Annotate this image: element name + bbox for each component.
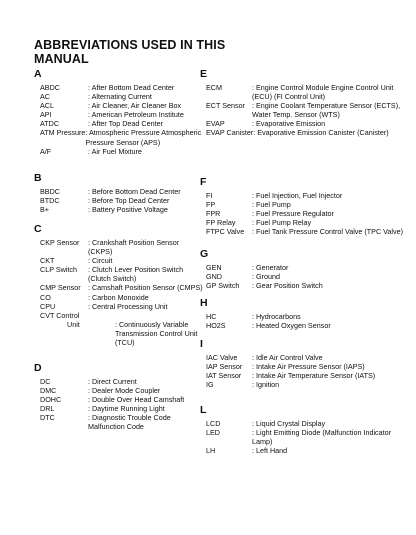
section-f (200, 176, 410, 236)
abbreviation-definition: : Engine Control Module Engine Control Unit (ECU) (FI Control Unit) (252, 83, 394, 102)
section-e (200, 68, 410, 138)
abbreviation-term: Unit (67, 319, 80, 329)
abbreviation-term: CPU (40, 301, 56, 311)
abbreviation-term: AC (40, 92, 50, 102)
section-letter: H (200, 297, 208, 309)
abbreviation-term: IG (206, 380, 214, 390)
abbreviation-definition (88, 311, 204, 320)
abbreviation-definition: : Battery Positive Voltage (88, 205, 168, 215)
abbreviation-definition: : Diagnostic Trouble Code Malfunction Code (88, 413, 171, 432)
abbreviation-definition: : Fuel Tank Pressure Control Valve (TPC Valve) (252, 227, 403, 237)
section-l (200, 404, 410, 455)
section-letter: B (34, 172, 42, 184)
abbreviation-term: DTC (40, 413, 55, 423)
abbreviation-definition: : Crankshaft Position Sensor (CKPS) (88, 238, 180, 257)
abbreviation-definition: : Liquid Crystal Display (252, 419, 326, 428)
abbreviation-term: GEN (206, 263, 222, 272)
abbreviation-term: API (40, 110, 52, 120)
abbreviation-entry (206, 353, 410, 362)
abbreviation-term: ECT Sensor (206, 101, 246, 111)
abbreviation-definition: : After Top Dead Center (88, 119, 163, 129)
abbreviation-term: LED (206, 428, 220, 438)
abbreviation-term: CKP Sensor (40, 238, 80, 247)
abbreviation-term: LH (206, 446, 216, 456)
abbreviation-term: ABDC (40, 83, 60, 92)
right-column (200, 68, 410, 528)
entry-list (206, 312, 410, 330)
left-column (34, 68, 204, 528)
abbreviation-term: B+ (40, 205, 49, 215)
abbreviation-entry (40, 92, 204, 101)
abbreviation-entry (206, 227, 410, 236)
abbreviation-term: CMP Sensor (40, 283, 81, 293)
abbreviation-entry (206, 209, 410, 218)
abbreviation-entry (206, 419, 410, 428)
abbreviation-definition: : Double Over Head Camshaft (88, 395, 185, 405)
abbreviation-entry (206, 218, 410, 227)
abbreviation-entry (206, 281, 410, 290)
abbreviation-entry (40, 265, 204, 283)
abbreviation-term: FP Relay (206, 218, 236, 228)
abbreviation-term: CO (40, 292, 51, 302)
abbreviation-term: BBDC (40, 187, 60, 196)
abbreviation-entry (40, 404, 204, 413)
abbreviation-term: A/F (40, 146, 52, 156)
abbreviation-term: IAC Valve (206, 353, 238, 362)
abbreviation-definition: : Intake Air Temperature Sensor (IATS) (252, 371, 376, 381)
abbreviation-definition: : Fuel Injection, Fuel Injector (252, 191, 343, 200)
section-letter: L (200, 404, 207, 416)
abbreviation-definition: : Fuel Pump Relay (252, 218, 312, 228)
abbreviation-definition: : Camshaft Position Sensor (CMPS) (88, 283, 203, 293)
abbreviation-definition: : Clutch Lever Position Switch (Clutch Switch) (88, 265, 184, 284)
entry-list (40, 83, 204, 156)
section-letter: G (200, 248, 209, 260)
abbreviation-term: CKT (40, 256, 55, 266)
abbreviation-entry (206, 380, 410, 389)
abbreviation-entry (40, 238, 204, 256)
entry-list (40, 377, 204, 432)
abbreviation-term: BTDC (40, 196, 60, 206)
abbreviation-term: ECM (206, 83, 222, 92)
section-letter: C (34, 223, 42, 235)
abbreviation-entry (206, 200, 410, 209)
abbreviation-term: CLP Switch (40, 265, 78, 275)
abbreviation-entry (206, 83, 410, 101)
abbreviation-term: CVT Control (40, 310, 80, 320)
abbreviation-term: IAP Sensor (206, 362, 243, 372)
abbreviation-definition: : Generator (252, 263, 289, 272)
section-letter: A (34, 68, 42, 80)
section-g (200, 248, 410, 290)
abbreviation-definition: : Intake Air Pressure Sensor (IAPS) (252, 362, 365, 372)
abbreviation-definition: : Light Emitting Diode (Malfunction Indicator Lamp) (252, 428, 392, 447)
abbreviation-entry (206, 362, 410, 371)
abbreviation-term: DMC (40, 386, 57, 396)
abbreviation-entry (206, 263, 410, 272)
abbreviation-entry (40, 386, 204, 395)
entry-list (206, 191, 410, 236)
abbreviation-entry (40, 147, 204, 156)
abbreviation-entry (206, 119, 410, 128)
abbreviation-term: LCD (206, 419, 221, 428)
abbreviation-definition: : Air Fuel Mixture (88, 146, 142, 156)
abbreviation-definition: : Atmospheric Pressure Atmospheric Pressure Sensor (APS) (85, 128, 202, 147)
abbreviation-definition: : Gear Position Switch (252, 281, 323, 291)
abbreviation-definition: : Evaporative Emission (252, 119, 326, 129)
abbreviation-entry (206, 371, 410, 380)
section-h (200, 297, 410, 330)
section-letter: D (34, 362, 42, 374)
abbreviation-term: EVAP (206, 119, 225, 129)
entry-list (206, 83, 410, 138)
abbreviation-entry (40, 83, 204, 92)
abbreviation-entry (206, 428, 410, 446)
abbreviation-entry (40, 119, 204, 128)
abbreviation-entry (206, 191, 410, 200)
abbreviation-entry (40, 377, 204, 386)
abbreviation-term: DOHC (40, 395, 62, 405)
abbreviation-definition: : Carbon Monoxide (88, 292, 149, 302)
entry-list (206, 263, 410, 290)
abbreviation-term: IAT Sensor (206, 371, 242, 381)
abbreviation-definition: : Continuously Variable Transmission Control Unit (TCU) (115, 319, 198, 348)
entry-list (40, 238, 204, 347)
section-letter: E (200, 68, 208, 80)
abbreviation-entry (40, 302, 204, 311)
abbreviation-entry (40, 293, 204, 302)
abbreviation-definition: : Fuel Pressure Regulator (252, 209, 334, 219)
abbreviation-term: ATM Pressure (40, 128, 86, 138)
section-c (34, 223, 204, 347)
abbreviation-entry (40, 395, 204, 404)
abbreviation-definition: : Central Processing Unit (88, 301, 168, 311)
abbreviation-entry (206, 272, 410, 281)
page-title (34, 38, 234, 66)
abbreviation-term: EVAP Canister (206, 128, 254, 138)
abbreviation-definition: : Ground (252, 272, 280, 282)
abbreviation-entry (206, 128, 410, 137)
abbreviation-entry (40, 187, 204, 196)
entry-list (206, 419, 410, 455)
abbreviation-entry (206, 101, 410, 119)
abbreviation-term: DC (40, 377, 51, 386)
abbreviation-definition: : Ignition (252, 380, 280, 390)
abbreviation-entry (40, 283, 204, 292)
abbreviation-definition: : Engine Coolant Temperature Sensor (ECTS), Water Temp. Sensor (WTS) (252, 101, 401, 120)
abbreviation-definition: : Fuel Pump (252, 200, 291, 210)
abbreviation-term: HO2S (206, 321, 226, 331)
abbreviation-entry (40, 205, 204, 214)
page-title-line-1: ABBREVIATIONS USED IN THIS (34, 38, 226, 52)
abbreviation-entry (206, 321, 410, 330)
abbreviation-term: FTPC Valve (206, 227, 245, 237)
abbreviation-definition: : Left Hand (252, 446, 288, 456)
page-title-line-2: MANUAL (34, 52, 89, 66)
abbreviation-entry (40, 311, 204, 320)
abbreviation-entry (206, 312, 410, 321)
abbreviation-term: GP Switch (206, 281, 240, 291)
section-letter: I (200, 338, 203, 350)
abbreviation-definition: : Dealer Mode Coupler (88, 386, 161, 396)
abbreviation-definition: : Before Top Dead Center (88, 196, 170, 206)
abbreviation-term: HC (206, 312, 217, 321)
abbreviation-definition: : Idle Air Control Valve (252, 353, 323, 362)
abbreviation-term: FP (206, 200, 216, 210)
abbreviation-definition: : Before Bottom Dead Center (88, 187, 181, 196)
abbreviation-definition: : Direct Current (88, 377, 137, 386)
entry-list (40, 187, 204, 214)
section-i (200, 338, 410, 389)
section-d (34, 362, 204, 432)
abbreviation-term: FPR (206, 209, 221, 219)
section-b (34, 172, 204, 214)
abbreviation-term: GND (206, 272, 222, 282)
abbreviation-term: FI (206, 191, 213, 200)
abbreviation-entry (40, 110, 204, 119)
abbreviation-definition: : Alternating Current (88, 92, 152, 102)
entry-list (206, 353, 410, 389)
abbreviation-definition: : Daytime Running Light (88, 404, 165, 414)
abbreviation-entry (206, 446, 410, 455)
abbreviation-entry (40, 196, 204, 205)
section-a (34, 68, 204, 156)
abbreviation-definition: : Evaporative Emission Canister (Canister) (253, 128, 389, 138)
abbreviation-definition: : Circuit (88, 256, 113, 266)
abbreviation-entry (40, 256, 204, 265)
abbreviation-term: ATDC (40, 119, 60, 129)
abbreviation-definition: : Heated Oxygen Sensor (252, 321, 331, 331)
abbreviation-definition: : After Bottom Dead Center (88, 83, 175, 92)
abbreviation-term: ACL (40, 101, 54, 111)
abbreviation-definition: : Hydrocarbons (252, 312, 301, 321)
abbreviation-definition: : American Petroleum Institute (88, 110, 184, 120)
abbreviation-entry (40, 101, 204, 110)
abbreviation-entry (40, 413, 204, 431)
section-letter: F (200, 176, 207, 188)
abbreviation-entry (40, 128, 204, 146)
abbreviation-term: DRL (40, 404, 55, 414)
abbreviation-entry (40, 320, 204, 347)
abbreviation-definition: : Air Cleaner, Air Cleaner Box (88, 101, 182, 111)
